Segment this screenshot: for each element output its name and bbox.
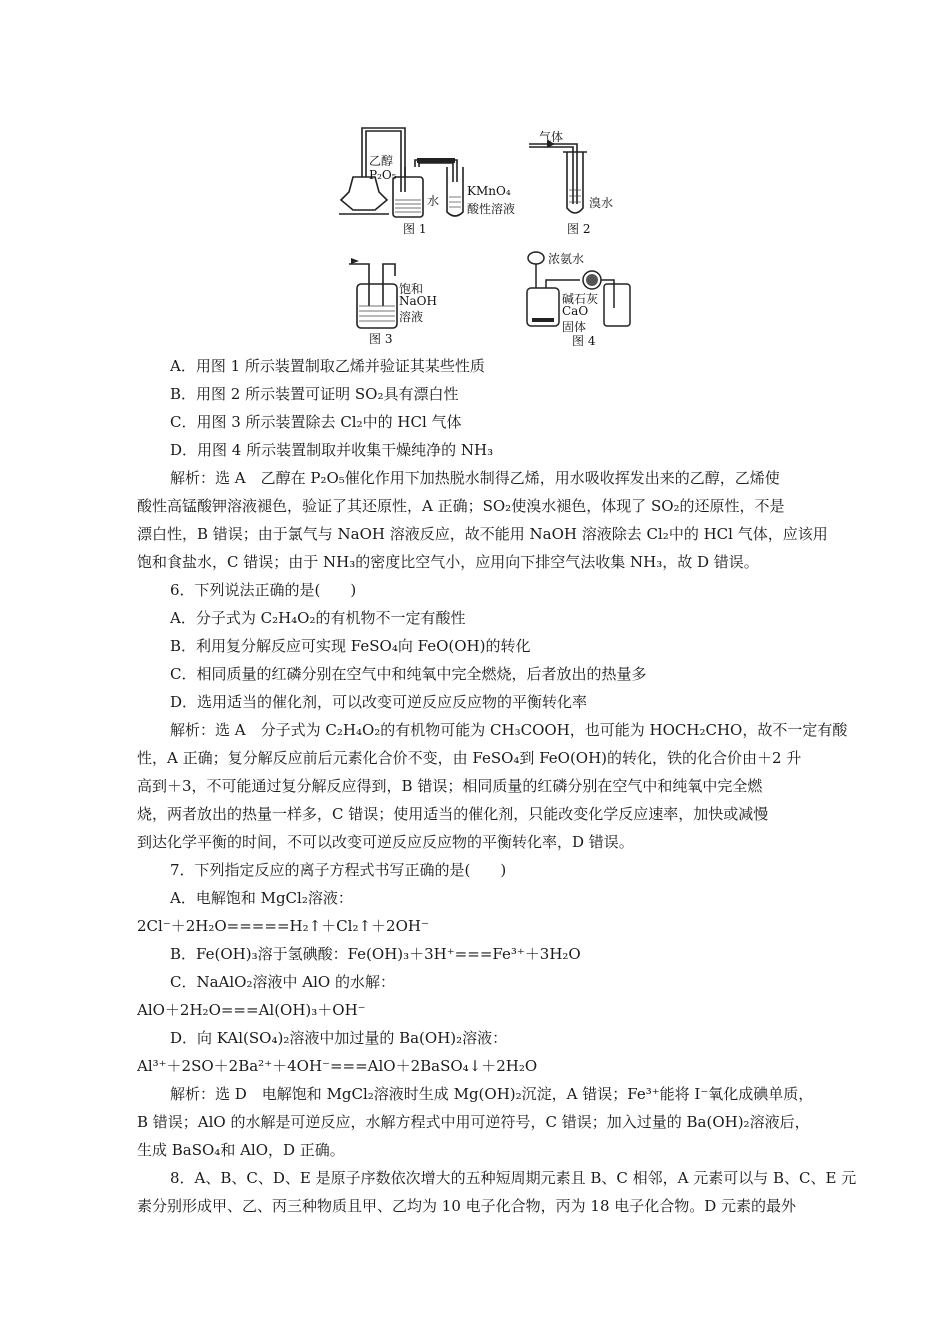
label-sodalime: 碱石灰 (562, 292, 599, 306)
option-b-text: B．利用复分解反应可实现 FeSO₄向 FeO(OH)的转化 (170, 637, 531, 655)
label-solution: 溶液 (399, 310, 424, 324)
equation-text: 2Cl⁻＋2H₂O=====H₂↑＋Cl₂↑＋2OH⁻ (137, 917, 429, 935)
question-6-stem: 6．下列说法正确的是( ) (170, 581, 357, 599)
option-c-text: C．用图 3 所示装置除去 Cl₂中的 HCl 气体 (170, 413, 462, 431)
label-saturated: 饱和 (399, 282, 424, 296)
analysis-text: 烧，两者放出的热量一样多，C 错误；使用适当的催化剂，只能改变化学反应速率，加快或减慢 (137, 805, 769, 823)
label-naoh: NaOH (399, 294, 437, 308)
analysis-text: 解析：选 A 分子式为 C₂H₄O₂的有机物可能为 CH₃COOH，也可能为 HOCH₂CHO，故不一定有酸 (170, 721, 848, 739)
label-bromine-water: 溴水 (589, 196, 614, 210)
analysis-text: 酸性高锰酸钾溶液褪色，验证了其还原性，A 正确；SO₂使溴水褪色，体现了 SO₂的还原性，不是 (137, 497, 785, 515)
figure-3-drawing (343, 254, 407, 330)
option-b-text: B．用图 2 所示装置可证明 SO₂具有漂白性 (170, 385, 459, 403)
option-b-text: B．Fe(OH)₃溶于氢碘酸：Fe(OH)₃＋3H⁺===Fe³⁺＋3H₂O (170, 945, 581, 963)
question-7-stem: 7．下列指定反应的离子方程式书写正确的是( ) (170, 861, 507, 879)
option-a-text: A．分子式为 C₂H₄O₂的有机物不一定有酸性 (170, 609, 466, 627)
figure-3-apparatus (343, 254, 453, 348)
option-d-text: D．向 KAl(SO₄)₂溶液中加过量的 Ba(OH)₂溶液： (170, 1029, 508, 1047)
label-water: 水 (427, 194, 440, 208)
figure-2-caption: 图 2 (567, 222, 591, 236)
equation-text: Al³⁺＋2SO＋2Ba²⁺＋4OH⁻===AlO＋2BaSO₄↓＋2H₂O (137, 1057, 538, 1075)
figure-1-caption: 图 1 (403, 222, 427, 236)
label-cao: CaO (562, 304, 589, 318)
label-p2o5: P₂O₅ (369, 168, 397, 182)
question-8-stem: 素分别形成甲、乙、丙三种物质且甲、乙均为 10 电子化合物，丙为 18 电子化合物。D 元素的最外 (137, 1197, 797, 1215)
label-acidic-solution: 酸性溶液 (467, 202, 516, 216)
option-d-text: D．选用适当的催化剂，可以改变可逆反应反应物的平衡转化率 (170, 693, 588, 711)
analysis-text: 性，A 正确；复分解反应前后元素化合价不变，由 FeSO₄到 FeO(OH)的转化，铁的化合价由＋2 升 (137, 749, 802, 767)
analysis-text: 生成 BaSO₄和 AlO，D 正确。 (137, 1141, 345, 1159)
analysis-text: B 错误；AlO 的水解是可逆反应，水解方程式中用可逆符号，C 错误；加入过量的 Ba(OH)₂溶液后， (137, 1113, 810, 1131)
option-d-text: D．用图 4 所示装置制取并收集干燥纯净的 NH₃ (170, 441, 494, 459)
option-c-text: C．NaAlO₂溶液中 AlO 的水解： (170, 973, 395, 991)
figure-1-apparatus (335, 122, 535, 234)
analysis-text: 高到＋3，不可能通过复分解反应得到，B 错误；相同质量的红磷分别在空气中和纯氧中完全燃 (137, 777, 763, 795)
analysis-text: 到达化学平衡的时间，不可以改变可逆反应反应物的平衡转化率，D 错误。 (137, 833, 634, 851)
label-kmno4: KMnO₄ (467, 184, 511, 198)
label-solid: 固体 (562, 320, 587, 334)
label-ammonia: 浓氨水 (548, 252, 585, 266)
label-ethanol: 乙醇 (369, 154, 394, 168)
figure-2-apparatus (527, 124, 627, 234)
analysis-text: 解析：选 D 电解饱和 MgCl₂溶液时生成 Mg(OH)₂沉淀，A 错误；Fe³⁺能将 I⁻氧化成碘单质， (170, 1085, 814, 1103)
analysis-text: 漂白性，B 错误；由于氯气与 NaOH 溶液反应，故不能用 NaOH 溶液除去 Cl₂中的 HCl 气体，应该用 (137, 525, 828, 543)
analysis-text: 解析：选 A 乙醇在 P₂O₅催化作用下加热脱水制得乙烯，用水吸收挥发出来的乙醇，乙烯使 (170, 469, 780, 487)
option-a-text: A．用图 1 所示装置制取乙烯并验证其某些性质 (170, 357, 485, 375)
option-c-text: C．相同质量的红磷分别在空气中和纯氧中完全燃烧，后者放出的热量多 (170, 665, 647, 683)
option-a-text: A．电解饱和 MgCl₂溶液： (170, 889, 353, 907)
figure-4-caption: 图 4 (572, 334, 596, 348)
analysis-text: 饱和食盐水，C 错误；由于 NH₃的密度比空气小，应用向下排空气法收集 NH₃，故 D 错误。 (137, 553, 759, 571)
figure-4-apparatus (522, 248, 634, 348)
figure-3-caption: 图 3 (369, 332, 393, 346)
equation-text: AlO＋2H₂O===Al(OH)₃＋OH⁻ (137, 1001, 366, 1019)
label-gas: 气体 (539, 130, 564, 144)
question-8-stem: 8．A、B、C、D、E 是原子序数依次增大的五种短周期元素且 B、C 相邻，A 元素可以与 B、C、E 元 (170, 1169, 857, 1187)
